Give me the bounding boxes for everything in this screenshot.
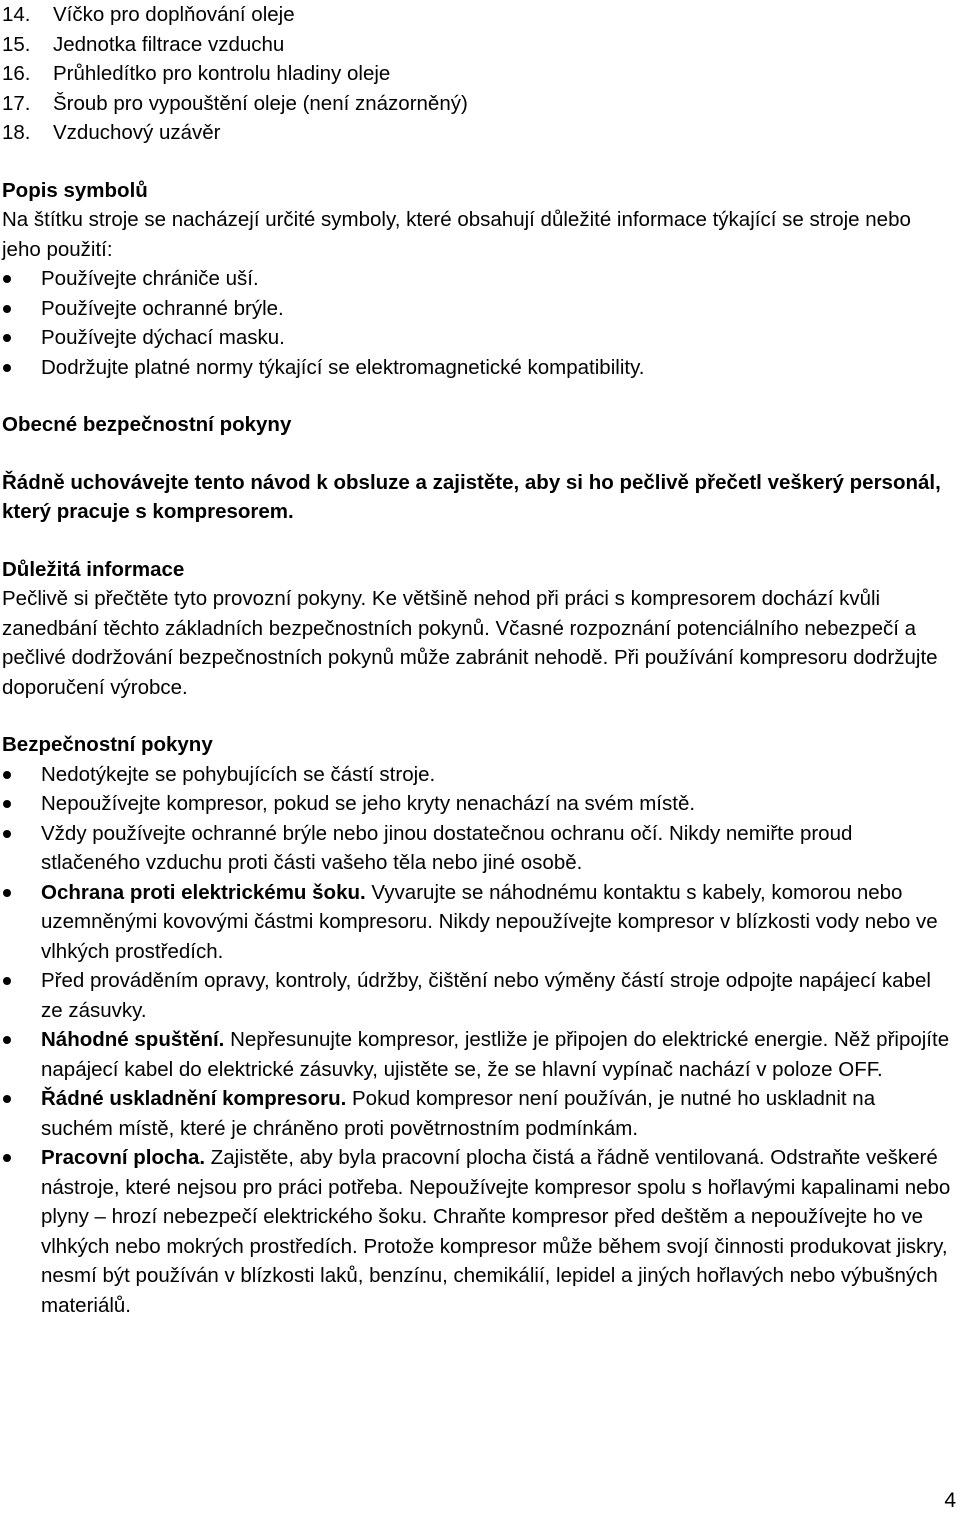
safety-instruction-lead: Náhodné spuštění. (41, 1028, 225, 1051)
safety-instruction-lead: Řádné uskladnění kompresoru. (41, 1087, 347, 1110)
safety-instruction-text: Nedotýkejte se pohybujících se částí stroje. (41, 762, 436, 786)
parts-list-item (2, 118, 952, 148)
symbols-list-item: Používejte dýchací masku. (2, 323, 952, 353)
safety-instruction-text: Nepoužívejte kompresor, pokud se jeho kryty nenachází na svém místě. (41, 792, 696, 815)
parts-list-text: Šroub pro vypouštění oleje (není znázorněný) (53, 91, 468, 115)
general-safety-warning: Řádně uchovávejte tento návod k obsluze a zajistěte, aby si ho pečlivě přečetl veškerý personál, který pracuje s kompresorem. (2, 470, 941, 523)
parts-list-number: 17. (2, 91, 31, 115)
important-info-text: Pečlivě si přečtěte tyto provozní pokyny. Ke většině nehod při práci s kompresorem dochází kvůli zanedbání těchto základních bezpečnostních pokynů. Včasné rozpoznání potenciálního nebezpečí a pečlivé dodržování bezpečnostních pokynů může zabránit nehodě. Při používání kompresoru dodržujte doporučení výrobce. (2, 587, 938, 699)
general-safety-heading: Obecné bezpečnostní pokyny (2, 413, 292, 436)
safety-instruction-text: Pokud kompresor není používán, je nutné ho uskladnit na suchém místě, které je chráněno proti povětrnostním podmínkám. (41, 1087, 876, 1140)
safety-instruction-text: Vyvarujte se náhodnému kontaktu s kabely, komorou nebo uzemněnými kovovými částmi kompresoru. Nikdy nepoužívejte kompresor v blízkosti vody nebo ve vlhkých prostředích. (41, 880, 938, 963)
parts-list-item (2, 30, 952, 60)
parts-list-number: 16. (2, 62, 31, 85)
parts-list-number: 15. (2, 32, 31, 56)
important-info-heading: Důležitá informace (2, 557, 185, 581)
symbols-list-item: Používejte ochranné brýle. (2, 294, 952, 324)
safety-instruction-text: Zajistěte, aby byla pracovní plocha čistá a řádně ventilovaná. Odstraňte veškeré nástroje, které nejsou pro práci potřeba. Nepoužívejte kompresor spolu s hořlavými kapalinami nebo plyny – hrozí nebezpečí elektrického šoku. Chraňte kompresor před deštěm a nepoužívejte ho ve vlhkých nebo mokrých prostředích. Protože kompresor může během svojí činnosti produkovat jiskry, nesmí být používán v blízkosti laků, benzínu, chemikálií, lepidel a jiných hořlavých nebo výbušných materiálů. (41, 1146, 951, 1317)
parts-list (2, 0, 952, 148)
parts-list-text: Víčko pro doplňování oleje (53, 3, 295, 26)
safety-instruction-item (2, 819, 952, 878)
safety-instruction-text: Nepřesunujte kompresor, jestliže je připojen do elektrické energie. Něž připojíte napájecí kabel do elektrické zásuvky, ujistěte se, že se hlavní vypínač nachází v poloze OFF. (41, 1028, 950, 1081)
parts-list-number: 18. (2, 121, 31, 144)
page-number: 4 (944, 1489, 956, 1512)
safety-instruction-item (2, 760, 952, 790)
parts-list-number: 14. (2, 3, 31, 26)
safety-instruction-item (2, 789, 952, 819)
safety-instruction-item (2, 878, 952, 967)
symbols-intro: Na štítku stroje se nacházejí určité symboly, které obsahují důležité informace týkající se stroje nebo jeho použití: (2, 208, 911, 261)
safety-instruction-item (2, 1025, 952, 1084)
symbols-list-item: Používejte chrániče uší. (2, 264, 952, 294)
safety-instruction-lead: Pracovní plocha. (41, 1146, 206, 1169)
parts-list-item (2, 0, 952, 30)
symbols-list (2, 264, 952, 382)
parts-list-text: Jednotka filtrace vzduchu (53, 32, 285, 56)
safety-instruction-text: Před prováděním opravy, kontroly, údržby, čištění nebo výměny částí stroje odpojte napájecí kabel ze zásuvky. (41, 969, 931, 1022)
safety-instruction-text: Vždy používejte ochranné brýle nebo jinou dostatečnou ochranu očí. Nikdy nemiřte proud stlačeného vzduchu proti části vašeho těla nebo jiné osobě. (41, 821, 853, 874)
safety-instruction-item (2, 1084, 952, 1143)
safety-instructions-list (2, 760, 952, 1321)
parts-list-item (2, 59, 952, 89)
safety-instruction-lead: Ochrana proti elektrickému šoku. (41, 880, 366, 904)
safety-instruction-item (2, 1143, 952, 1320)
document-page (2, 0, 952, 1320)
parts-list-text: Průhledítko pro kontrolu hladiny oleje (53, 62, 391, 85)
symbols-list-item: Dodržujte platné normy týkající se elektromagnetické kompatibility. (2, 353, 952, 383)
safety-instructions-heading: Bezpečnostní pokyny (2, 733, 213, 756)
safety-instruction-item (2, 966, 952, 1025)
parts-list-text: Vzduchový uzávěr (53, 121, 221, 144)
symbols-heading: Popis symbolů (2, 178, 148, 202)
parts-list-item (2, 89, 952, 119)
